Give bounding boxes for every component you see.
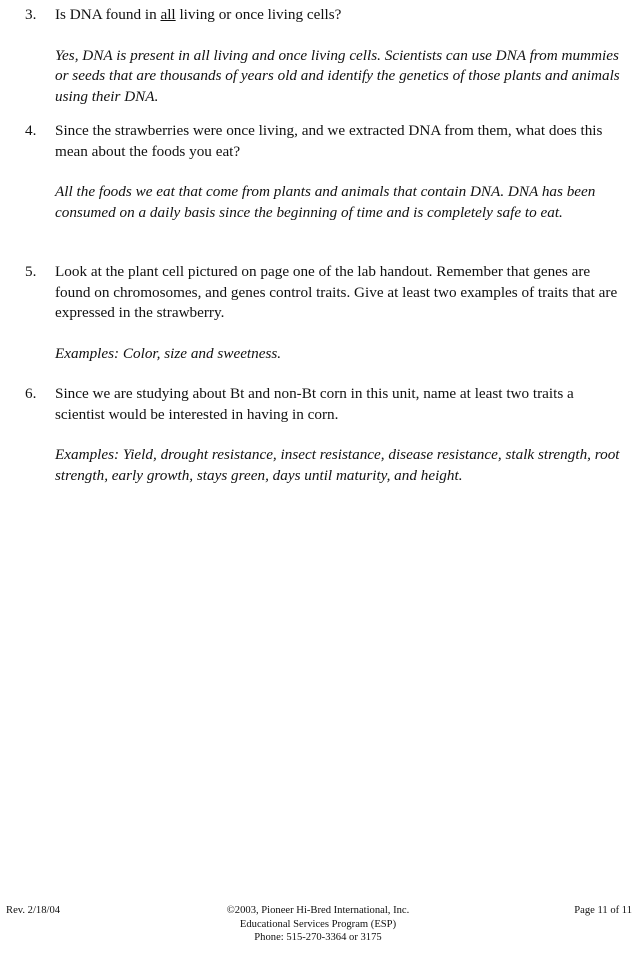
underlined-word: all [160, 6, 176, 23]
footer-credits [0, 904, 636, 945]
revision-date: Rev. 2/18/04 [6, 905, 61, 916]
copyright-line: ©2003, Pioneer Hi-Bred International, Inc. [226, 905, 410, 916]
answer-text: Yes, DNA is present in all living and once living cells. Scientists can use DNA from mummies or seeds that are thousands of years old and identify the genetics of those plants and animals using their DNA. [55, 46, 620, 105]
question-text: Since we are studying about Bt and non-Bt corn in this unit, name at least two traits a scientist would be interested in having in corn. [55, 385, 574, 423]
question-number: 4. [25, 122, 37, 139]
question-item-4 [25, 121, 625, 223]
answer-text: All the foods we eat that come from plants and animals that contain DNA. DNA has been consumed on a daily basis since the beginning of time and is completely safe to eat. [55, 183, 596, 221]
question-item-5 [25, 262, 625, 364]
question-text: Is DNA found in all living or once living cells? [55, 6, 342, 23]
question-text: Since the strawberries were once living, and we extracted DNA from them, what does this mean about the foods you eat? [55, 122, 603, 160]
program-line: Educational Services Program (ESP) [239, 918, 397, 930]
phone-line: Phone: 515-270-3364 or 3175 [254, 932, 382, 944]
question-number: 3. [25, 6, 37, 23]
question-text: Look at the plant cell pictured on page one of the lab handout. Remember that genes are found on chromosomes, and genes control traits. Give at least two examples of traits that are expressed in the strawberry. [55, 263, 618, 321]
answer-text: Examples: Yield, drought resistance, insect resistance, disease resistance, stalk strength, root strength, early growth, stays green, days until maturity, and height. [55, 446, 620, 484]
page-number: Page 11 of 11 [574, 905, 632, 916]
answer-text: Examples: Color, size and sweetness. [55, 344, 282, 362]
question-number: 6. [25, 385, 37, 402]
question-item-3 [25, 5, 625, 107]
question-item-6 [25, 384, 625, 486]
question-number: 5. [25, 263, 37, 280]
